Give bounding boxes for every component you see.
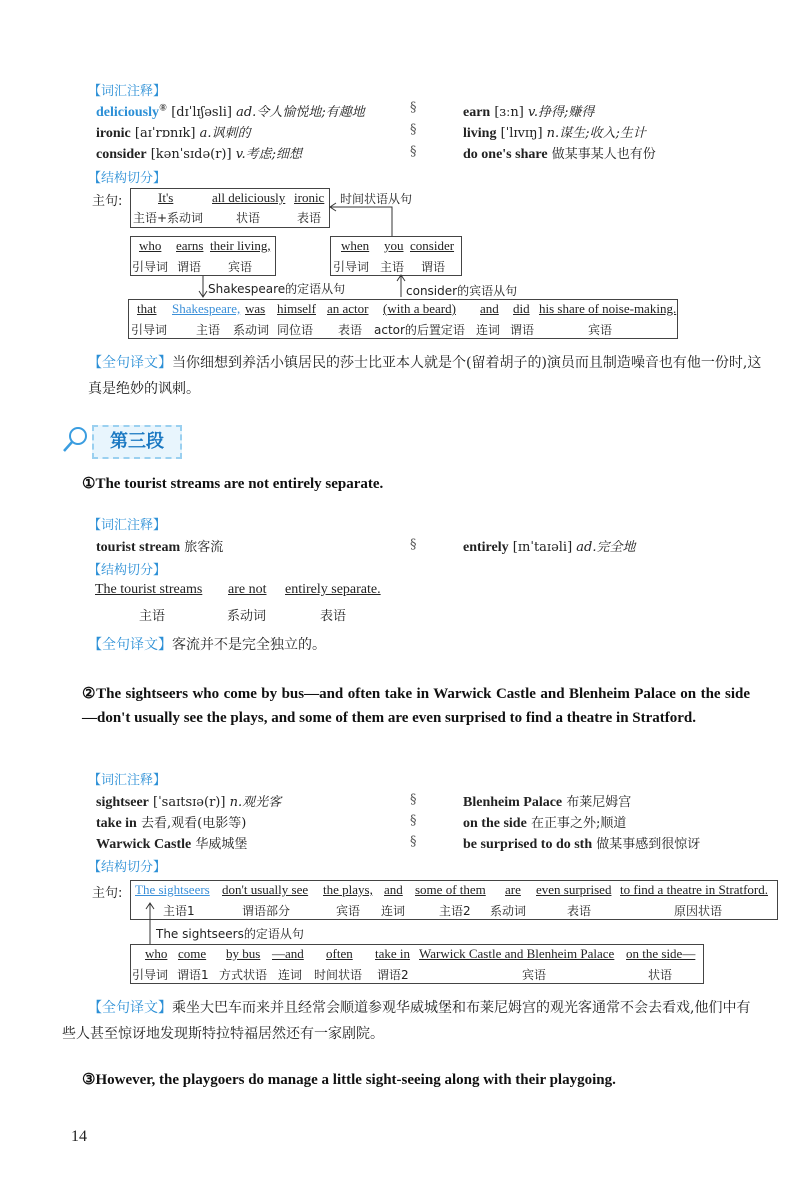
diagram-arrows — [0, 890, 800, 950]
role: 表语 — [338, 323, 363, 337]
role: 表语 — [567, 904, 592, 918]
role: 表语 — [297, 211, 322, 225]
sentence: ③However, the playgoers do manage a little sight-seeing along with their playgoing. — [82, 1072, 616, 1088]
vocab-word: deliciously — [96, 105, 160, 120]
vocab-word: living — [463, 126, 497, 141]
role: 谓语2 — [377, 968, 409, 982]
word: some of them — [415, 882, 486, 897]
word: It's — [158, 190, 174, 205]
vocab-pron: [ɪnˈtaɪəli] — [512, 540, 573, 555]
word: you — [384, 238, 404, 253]
vocab-def: v.考虑;细想 — [235, 147, 303, 162]
vocab-pron: [ˈsaɪtsɪə(r)] — [153, 795, 226, 810]
word: even surprised — [536, 882, 612, 897]
role: 谓语 — [510, 323, 535, 337]
role: 宾语 — [336, 904, 361, 918]
vocab-def: v.挣得;赚得 — [528, 105, 595, 120]
obj-clause-label: consider的宾语从句 — [406, 284, 518, 298]
role: 谓语 — [421, 260, 446, 274]
word: and — [384, 882, 403, 897]
word: the plays, — [323, 882, 373, 897]
divider-wave: § — [410, 834, 417, 849]
word: to find a theatre in Stratford. — [620, 882, 769, 897]
role: 同位语 — [277, 323, 314, 337]
magnifier-icon — [60, 424, 90, 456]
vocab-word: Blenheim Palace — [463, 795, 563, 810]
structure-label: 【结构切分】 — [88, 860, 167, 875]
vocab-word: take in — [96, 816, 137, 831]
vocab-word: earn — [463, 105, 491, 120]
vocab-def: 旅客流 — [184, 540, 224, 555]
word: by bus — [226, 946, 261, 961]
role: 谓语1 — [177, 968, 209, 982]
vocab-item — [463, 833, 700, 853]
structure-label: 【结构切分】 — [88, 171, 167, 186]
role: 时间状语 — [314, 968, 363, 982]
divider-wave: § — [410, 100, 417, 115]
role: 主语2 — [439, 904, 471, 918]
vocab-def: 在正事之外;顺道 — [530, 816, 627, 831]
vocab-label: 【词汇注释】 — [88, 84, 167, 99]
role: 系动词 — [490, 904, 527, 918]
role: actor的后置定语 — [374, 323, 465, 337]
word: take in — [375, 946, 411, 961]
vocab-word: do one's share — [463, 147, 548, 162]
role: 原因状语 — [674, 904, 723, 918]
word: (with a beard) — [383, 301, 456, 316]
word: did — [513, 301, 530, 316]
role: 宾语 — [522, 968, 547, 982]
vocab-word: sightseer — [96, 795, 149, 810]
divider-wave: § — [410, 813, 417, 828]
attr-clause-label: The sightseers的定语从句 — [156, 927, 304, 941]
role: 连词 — [381, 904, 406, 918]
structure-label: 【结构切分】 — [88, 563, 167, 578]
word: an actor — [327, 301, 369, 316]
role: 引导词 — [131, 323, 168, 337]
role: 主语 — [196, 323, 221, 337]
vocab-item — [463, 536, 636, 556]
vocab-def: ad.令人愉悦地;有趣地 — [236, 105, 365, 120]
word: are — [505, 882, 521, 897]
vocab-def: 布莱尼姆宫 — [566, 795, 632, 810]
word: often — [326, 946, 353, 961]
role: 方式状语 — [219, 968, 268, 982]
word: The tourist streams — [95, 582, 203, 597]
word: don't usually see — [222, 882, 309, 897]
vocab-item — [96, 536, 223, 556]
role: 状语 — [648, 968, 673, 982]
vocab-word: entirely — [463, 540, 509, 555]
word: earns — [176, 238, 204, 253]
word: on the side— — [626, 946, 696, 961]
vocab-def: 去看,观看(电影等) — [140, 816, 247, 831]
word: when — [341, 238, 370, 253]
vocab-pron: [aɪˈrɒnɪk] — [134, 126, 196, 141]
vocab-word: ironic — [96, 126, 131, 141]
page-number: 14 — [71, 1128, 87, 1145]
word: Shakespeare, — [172, 301, 241, 316]
translation: 【全句译文】客流并不是完全独立的。 — [88, 637, 326, 653]
role: 引导词 — [132, 260, 169, 274]
divider-wave: § — [410, 537, 417, 552]
vocab-pron: [ɜːn] — [494, 105, 524, 120]
attr-clause-label: Shakespeare的定语从句 — [208, 282, 346, 296]
vocab-word: consider — [96, 147, 147, 162]
vocab-label: 【词汇注释】 — [88, 773, 167, 788]
role: 主语+系动词 — [133, 211, 204, 225]
role: 连词 — [476, 323, 501, 337]
role: 状语 — [236, 211, 261, 225]
word: that — [137, 301, 157, 316]
word: —and — [272, 946, 304, 961]
vocab-def: a.讽刺的 — [199, 126, 251, 141]
vocab-def: 华威城堡 — [195, 837, 248, 852]
role: 连词 — [278, 968, 303, 982]
role: 引导词 — [333, 260, 370, 274]
vocab-item — [463, 812, 626, 832]
role: 谓语部分 — [242, 904, 291, 918]
word: ironic — [294, 190, 325, 205]
vocab-word: tourist stream — [96, 540, 181, 555]
role: 主语 — [380, 260, 405, 274]
main-clause-label: 主句: — [92, 194, 123, 209]
sentence: ①The tourist streams are not entirely separate. — [82, 476, 384, 492]
vocab-item — [96, 833, 247, 853]
role: 宾语 — [228, 260, 253, 274]
role: 主语 — [139, 609, 166, 624]
divider-wave: § — [410, 144, 417, 159]
word: himself — [277, 301, 316, 316]
vocab-def: n.观光客 — [229, 795, 282, 810]
vocab-def: ad.完全地 — [576, 540, 636, 555]
role: 系动词 — [227, 609, 267, 624]
vocab-word: Warwick Castle — [96, 837, 192, 852]
vocab-def: n.谋生;收入;生计 — [546, 126, 646, 141]
word: who — [145, 946, 168, 961]
attr-clause-box — [130, 944, 704, 984]
section-title: 第三段 — [92, 425, 182, 459]
sentence: ②The sightseers who come by bus—and often take in Warwick Castle and Blenheim Palace on the side—don't usually see the plays, and some of them are even surprised to find a theatre in Stratford. — [82, 686, 750, 726]
role: 主语1 — [163, 904, 195, 918]
word: entirely separate. — [285, 582, 381, 597]
vocab-def: 做某事感到很惊讶 — [596, 837, 701, 852]
vocab-pron: [dɪˈlɪʃəsli] — [171, 105, 232, 120]
main-clause-label: 主句: — [92, 886, 123, 901]
vocab-item — [463, 791, 631, 811]
vocab-word: be surprised to do sth — [463, 837, 593, 852]
word: who — [139, 238, 162, 253]
vocab-label: 【词汇注释】 — [88, 518, 167, 533]
divider-wave: § — [410, 792, 417, 807]
vocab-word: on the side — [463, 816, 527, 831]
vocab-item: deliciously⑧ [dɪˈlɪʃəsli] ad.令人愉悦地;有趣地 — [96, 103, 365, 120]
word: are not — [228, 582, 267, 597]
role: 系动词 — [233, 323, 270, 337]
word: Warwick Castle and Blenheim Palace — [419, 946, 615, 961]
word: The sightseers — [135, 882, 210, 897]
word: and — [480, 301, 499, 316]
role: 宾语 — [588, 323, 613, 337]
word: come — [178, 946, 207, 961]
word: his share of noise-making. — [539, 301, 677, 316]
role: 引导词 — [132, 968, 169, 982]
translation: 【全句译文】当你细想到养活小镇居民的莎士比亚本人就是个(留着胡子的)演员而且制造噪音也有他一份时,这真是绝妙的讽刺。 — [88, 355, 762, 397]
word: all deliciously — [212, 190, 286, 205]
vocab-item — [96, 812, 246, 832]
word: consider — [410, 238, 455, 253]
vocab-pron: [ˈlɪvɪŋ] — [500, 126, 543, 141]
word: their living, — [210, 238, 271, 253]
role: 谓语 — [177, 260, 202, 274]
vocab-pron: [kənˈsɪdə(r)] — [150, 147, 232, 162]
divider-wave: § — [410, 122, 417, 137]
time-clause-label: 时间状语从句 — [340, 192, 413, 206]
vocab-def: 做某事某人也有份 — [551, 147, 656, 162]
diagram-arrows — [0, 0, 800, 360]
vocab-item — [96, 791, 281, 811]
role: 表语 — [320, 609, 347, 624]
word: was — [245, 301, 266, 316]
translation: 【全句译文】乘坐大巴车而来并且经常会顺道参观华威城堡和布莱尼姆宫的观光客通常不会去看戏,他们中有些人甚至惊讶地发现斯特拉特福居然还有一家剧院。 — [62, 1000, 751, 1042]
